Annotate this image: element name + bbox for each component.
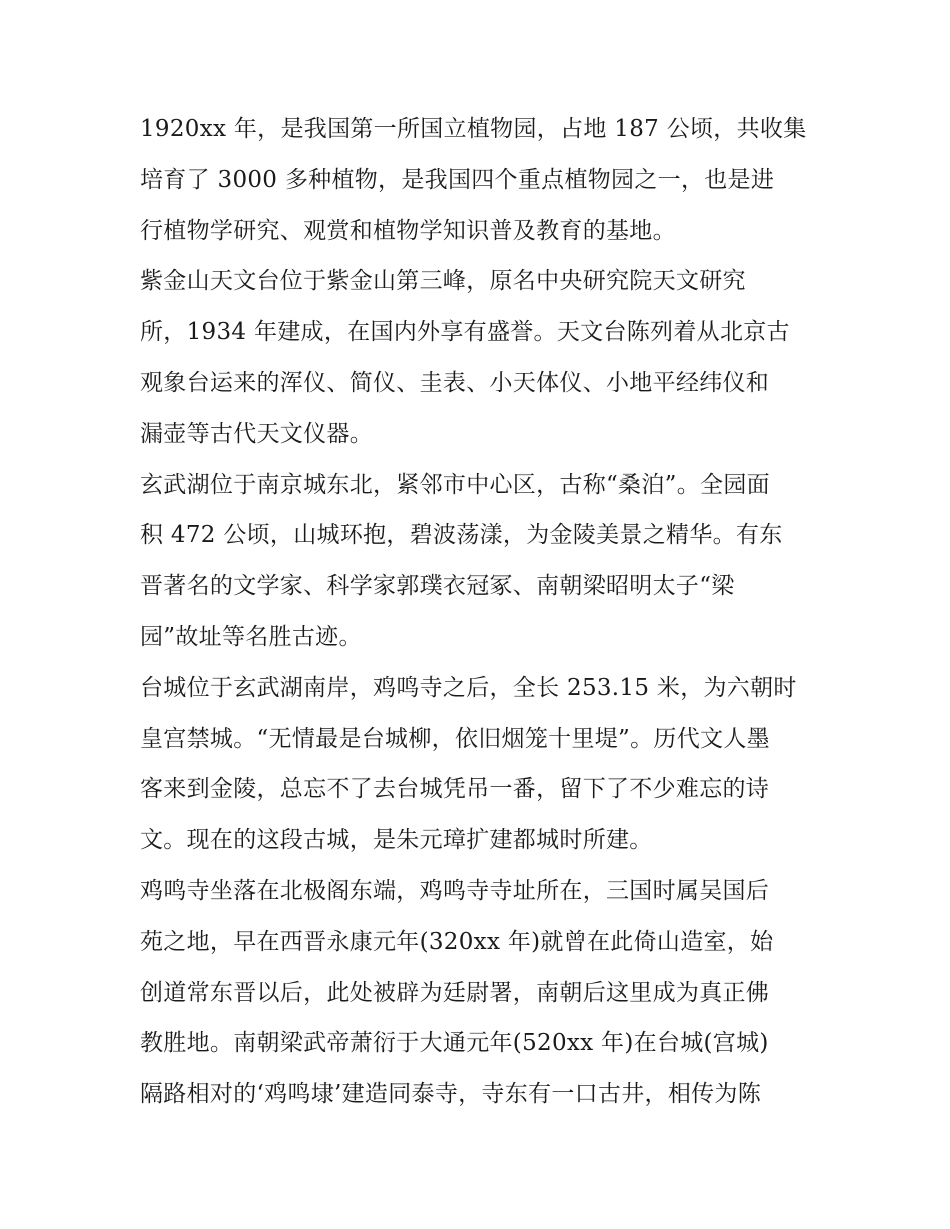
text-line: 台城位于玄武湖南岸，鸡鸣寺之后，全长 253.15 米，为六朝时	[140, 674, 797, 701]
text-line: 皇宫禁城。“无情最是台城柳，依旧烟笼十里堤”。历代文人墨	[140, 725, 770, 752]
text-line: 1920xx 年，是我国第一所国立植物园，占地 187 公顷，共收集	[140, 116, 807, 142]
text-line: 漏壶等古代天文仪器。	[140, 420, 373, 447]
text-line: 所，1934 年建成，在国内外享有盛誉。天文台陈列着从北京古	[140, 319, 790, 346]
paragraph-observatory	[140, 256, 820, 459]
paragraph-botanical-garden	[140, 104, 820, 256]
paragraph-xuanwu-lake	[140, 460, 820, 663]
document-body	[140, 104, 820, 1120]
text-line: 创道常东晋以后，此处被辟为廷尉署，南朝后这里成为真正佛	[140, 979, 770, 1006]
text-line: 培育了 3000 多种植物，是我国四个重点植物园之一，也是进	[140, 166, 775, 193]
text-line: 紫金山天文台位于紫金山第三峰，原名中央研究院天文研究	[140, 268, 746, 295]
paragraph-taicheng	[140, 663, 820, 866]
text-line: 教胜地。南朝梁武帝萧衍于大通元年(520xx 年)在台城(宫城)	[140, 1030, 769, 1057]
text-line: 苑之地，早在西晋永康元年(320xx 年)就曾在此倚山造室，始	[140, 928, 774, 955]
paragraph-jiming-temple	[140, 866, 820, 1120]
text-line: 文。现在的这段古城，是朱元璋扩建都城时所建。	[140, 827, 653, 854]
text-line: 客来到金陵，总忘不了去台城凭吊一番，留下了不少难忘的诗	[140, 776, 770, 803]
text-line: 园”故址等名胜古迹。	[140, 623, 362, 650]
text-line: 观象台运来的浑仪、简仪、圭表、小天体仪、小地平经纬仪和	[140, 369, 770, 396]
text-line: 晋著名的文学家、科学家郭璞衣冠冢、南朝梁昭明太子“梁	[140, 573, 735, 600]
text-line: 隔路相对的‘鸡鸣埭’建造同泰寺，寺东有一口古井，相传为陈	[140, 1081, 762, 1108]
text-line: 行植物学研究、观赏和植物学知识普及教育的基地。	[140, 217, 676, 244]
text-line: 玄武湖位于南京城东北，紧邻市中心区，古称“桑泊”。全园面	[140, 471, 770, 498]
text-line: 鸡鸣寺坐落在北极阁东端，鸡鸣寺寺址所在，三国时属吴国后	[140, 877, 770, 904]
text-line: 积 472 公顷，山城环抱，碧波荡漾，为金陵美景之精华。有东	[140, 522, 783, 549]
